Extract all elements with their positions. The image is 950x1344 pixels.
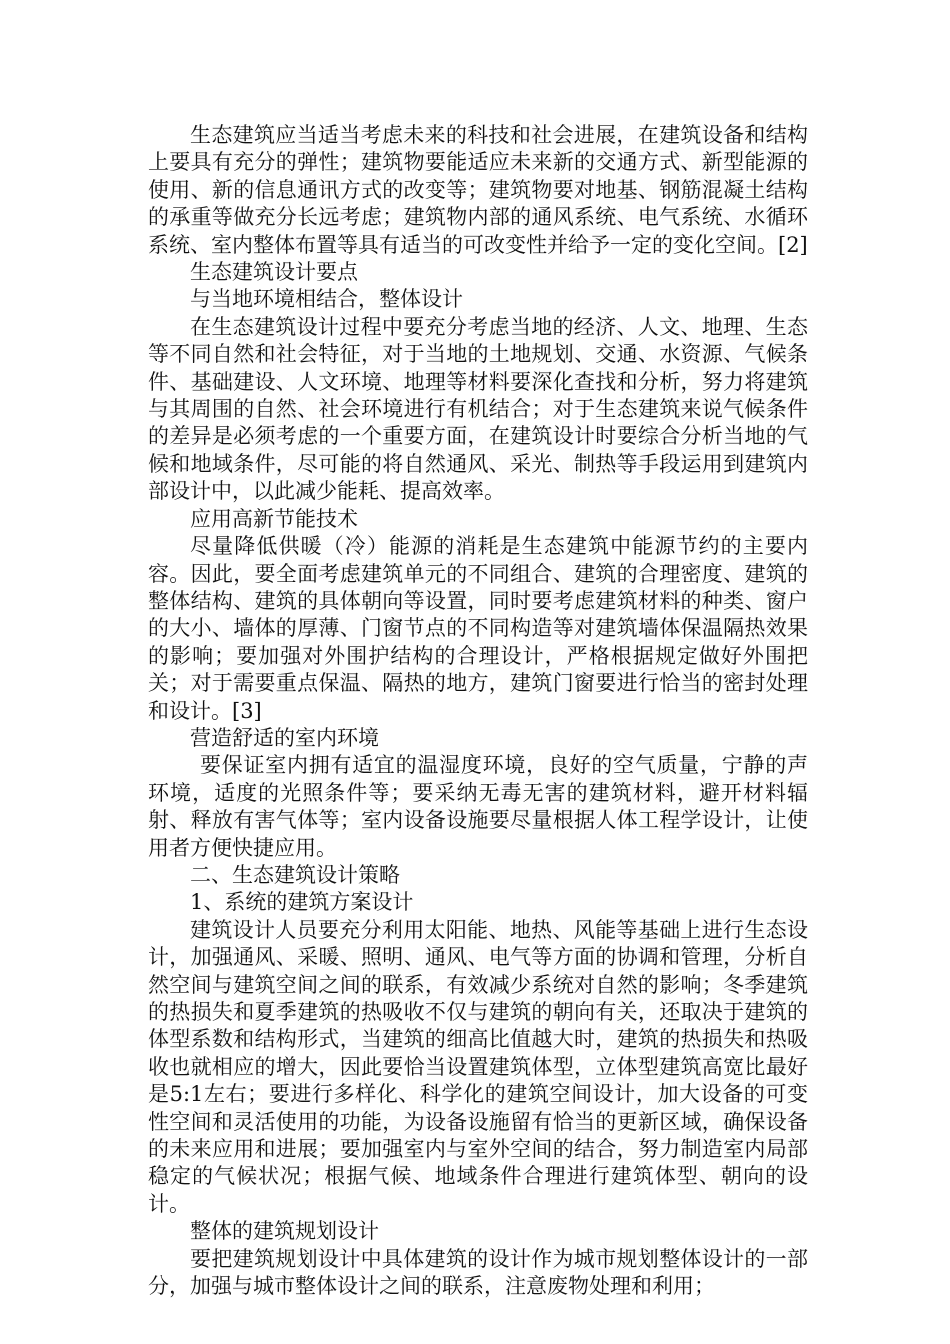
heading-design-points: 生态建筑设计要点 (190, 260, 358, 285)
paragraph-overall-planning: 要把建筑规划设计中具体建筑的设计作为城市规划整体设计的一部分，加强与城市整体设计之间的联系，注意废物处理和利用； (148, 1246, 808, 1299)
paragraph-future-flexibility: 生态建筑应当适当考虑未来的科技和社会进展，在建筑设备和结构上要具有充分的弹性；建筑物要能适应未来新的交通方式、新型能源的使用、新的信息通讯方式的改变等；建筑物要对地基、钢筋混凝土结构的承重等做充分长远考虑；建筑物内部的通风系统、电气系统、水循环系统、室内整体布置等具有适当的可改变性并给予一定的变化空间。[2] (148, 123, 808, 257)
heading-indoor-environment: 营造舒适的室内环境 (190, 725, 379, 750)
heading-local-environment: 与当地环境相结合，整体设计 (190, 287, 463, 312)
heading-system-design: 1、系统的建筑方案设计 (190, 890, 414, 915)
heading-design-strategy: 二、生态建筑设计策略 (190, 862, 400, 887)
paragraph-indoor-environment: 要保证室内拥有适宜的温湿度环境，良好的空气质量，宁静的声环境，适度的光照条件等；要采纳无毒无害的建筑材料，避开材料辐射、释放有害气体等；室内设备设施要尽量根据人体工程学设计，让使用者方便快捷应用。 (148, 753, 808, 860)
paragraph-system-design: 建筑设计人员要充分利用太阳能、地热、风能等基础上进行生态设计，加强通风、采暖、照明、通风、电气等方面的协调和管理，分析自然空间与建筑空间之间的联系，有效减少系统对自然的影响；冬季建筑的热损失和夏季建筑的热吸收不仅与建筑的朝向有关，还取决于建筑的体型系数和结构形式，当建筑的细高比值越大时，建筑的热损失和热吸收也就相应的增大，因此要恰当设置建筑体型，立体型建筑高宽比最好是5:1左右；要进行多样化、科学化的建筑空间设计，加大设备的可变性空间和灵活使用的功能，为设备设施留有恰当的更新区域，确保设备的未来应用和进展；要加强室内与室外空间的结合，努力制造室内局部稳定的气候状况；根据气候、地域条件合理进行建筑体型、朝向的设计。 (148, 917, 808, 1216)
paragraph-local-environment: 在生态建筑设计过程中要充分考虑当地的经济、人文、地理、生态等不同自然和社会特征，对于当地的土地规划、交通、水资源、气候条件、基础建设、人文环境、地理等材料要深化查找和分析，努力将建筑与其周围的自然、社会环境进行有机结合；对于生态建筑来说气候条件的差异是必须考虑的一个重要方面，在建筑设计时要综合分析当地的气候和地域条件，尽可能的将自然通风、采光、制热等手段运用到建筑内部设计中，以此减少能耗、提高效率。 (148, 314, 808, 504)
paragraph-energy-tech: 尽量降低供暖（冷）能源的消耗是生态建筑中能源节约的主要内容。因此，要全面考虑建筑单元的不同组合、建筑的合理密度、建筑的整体结构、建筑的具体朝向等设置，同时要考虑建筑材料的种类、窗户的大小、墙体的厚薄、门窗节点的不同构造等对建筑墙体保温隔热效果的影响；要加强对外围护结构的合理设计，严格根据规定做好外围把关；对于需要重点保温、隔热的地方，建筑门窗要进行恰当的密封处理和设计。[3] (148, 534, 808, 723)
heading-energy-tech: 应用高新节能技术 (190, 506, 358, 531)
document-body (148, 122, 808, 1300)
heading-overall-planning: 整体的建筑规划设计 (190, 1219, 379, 1244)
